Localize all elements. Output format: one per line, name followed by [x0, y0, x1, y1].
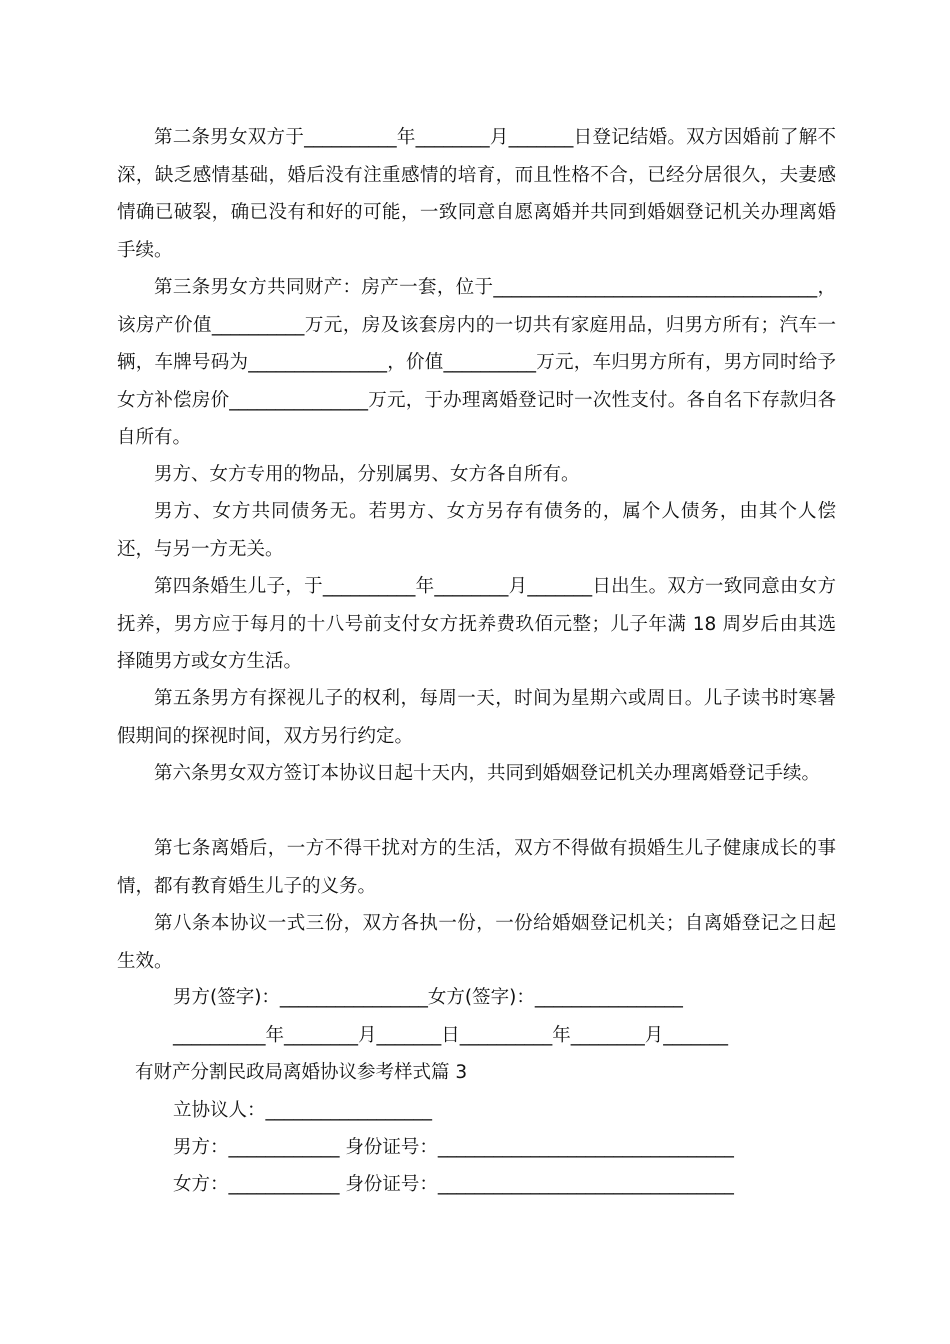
signature-line: 男方(签字)：________________女方(签字)：________________ [173, 987, 683, 1008]
agreement-party-line: 立协议人：__________________ [173, 1100, 433, 1121]
clause-4-paragraph: 第四条婚生儿子，于__________年________月_______日出生。双方一致同意由女方抚养，男方应于每月的十八号前支付女方抚养费玖佰元整；儿子年满 18 周岁后由其选择随男方或女方生活。 [117, 576, 836, 672]
clause-7-paragraph: 第七条离婚后，一方不得干扰对方的生活，双方不得做有损婚生儿子健康成长的事情，都有教育婚生儿子的义务。 [117, 838, 836, 897]
date-line: __________年________月_______日__________年________月_______ [173, 1025, 729, 1046]
personal-items-paragraph: 男方、女方专用的物品，分别属男、女方各自所有。 [154, 464, 580, 485]
section-title: 有财产分割民政局离婚协议参考样式篇 3 [135, 1062, 468, 1083]
debt-paragraph: 男方、女方共同债务无。若男方、女方另存有债务的，属个人债务，由其个人偿还，与另一方无关。 [117, 501, 836, 560]
clause-6-paragraph: 第六条男女双方签订本协议日起十天内，共同到婚姻登记机关办理离婚登记手续。 [154, 763, 821, 784]
clause-3-paragraph: 第三条男女方共同财产：房产一套，位于___________________________________，该房产价值__________万元，房及该套房内的一切共有家庭用品，归男方所有；汽车一辆，车牌号码为_______________，价值__________万元，车归男方所有，男方同时给予女方补偿房价_______________万元，于办理离婚登记时一次性支付。各自名下存款归各自所有。 [117, 277, 836, 448]
female-party-line: 女方：____________ 身份证号：________________________________ [173, 1174, 734, 1195]
clause-2-paragraph: 第二条男女双方于__________年________月_______日登记结婚。双方因婚前了解不深，缺乏感情基础，婚后没有注重感情的培育，而且性格不合，已经分居很久，夫妻感情确已破裂，确已没有和好的可能，一致同意自愿离婚并共同到婚姻登记机关办理离婚手续。 [117, 127, 836, 261]
male-party-line: 男方：____________ 身份证号：________________________________ [173, 1137, 734, 1158]
clause-5-paragraph: 第五条男方有探视儿子的权利，每周一天，时间为星期六或周日。儿子读书时寒暑假期间的探视时间，双方另行约定。 [117, 688, 836, 747]
clause-8-paragraph: 第八条本协议一式三份，双方各执一份，一份给婚姻登记机关；自离婚登记之日起生效。 [117, 913, 836, 972]
